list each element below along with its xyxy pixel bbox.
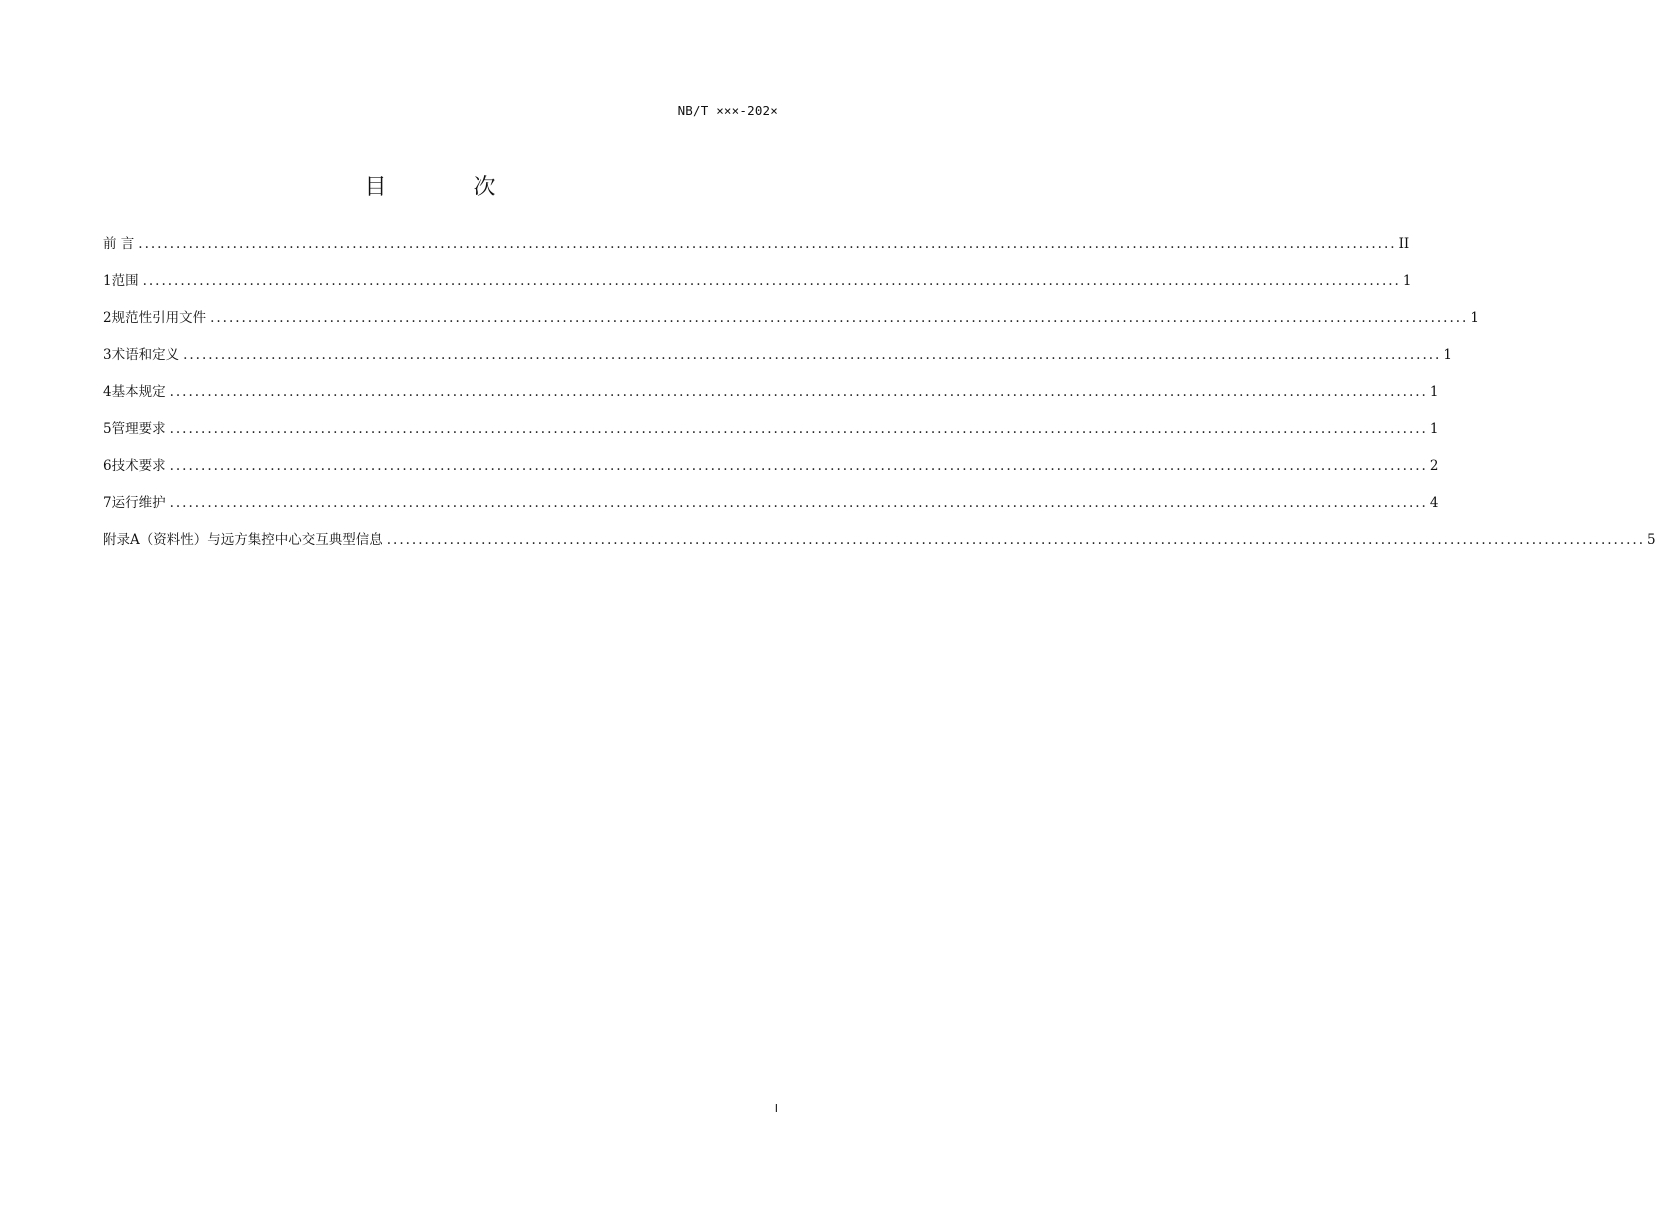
toc-dot-leader: ........................................................................................................................................................................................................ xyxy=(210,310,1469,326)
page-number: I xyxy=(774,1102,778,1115)
toc-entry-number: 2 xyxy=(103,310,112,326)
toc-entry-operation-maintenance[interactable] xyxy=(103,493,1439,530)
toc-dot-leader: ........................................................................................................................................................................................................ xyxy=(169,421,1428,437)
toc-entry-page: 5 xyxy=(1647,532,1656,548)
toc-entry-label: 技术要求 xyxy=(111,458,166,474)
toc-entry-number: 4 xyxy=(103,384,112,400)
toc-entry-label: 基本规定 xyxy=(111,384,166,400)
toc-dot-leader: ........................................................................................................................................................................................................ xyxy=(142,273,1401,289)
toc-dot-leader: ........................................................................................................................................................................................................ xyxy=(138,236,1397,252)
toc-entry-number: 1 xyxy=(103,273,112,289)
toc-entry-basic-provisions[interactable] xyxy=(103,382,1439,419)
toc-entry-page: 1 xyxy=(1429,421,1439,437)
toc-entry-number: 5 xyxy=(103,421,112,437)
toc-entry-label: 规范性引用文件 xyxy=(111,310,207,326)
toc-dot-leader: ........................................................................................................................................................................................................ xyxy=(386,532,1646,548)
toc-entry-technical-requirements[interactable] xyxy=(103,456,1439,493)
toc-dot-leader: ........................................................................................................................................................................................................ xyxy=(183,347,1442,363)
toc-entry-page: 2 xyxy=(1429,458,1439,474)
toc-entry-management-requirements[interactable] xyxy=(103,419,1439,456)
toc-entry-label: 前 言 xyxy=(103,236,135,252)
toc-entry-number: 3 xyxy=(103,347,112,363)
toc-entry-page: II xyxy=(1398,236,1410,252)
toc-dot-leader: ........................................................................................................................................................................................................ xyxy=(169,495,1428,511)
toc-entry-number: 7 xyxy=(103,495,112,511)
toc-entry-page: 4 xyxy=(1429,495,1439,511)
toc-dot-leader: ........................................................................................................................................................................................................ xyxy=(169,458,1428,474)
toc-entry-appendix-a[interactable] xyxy=(103,530,1656,567)
toc-entry-label: 运行维护 xyxy=(111,495,166,511)
toc-entry-scope[interactable] xyxy=(103,271,1412,308)
toc-entry-page: 1 xyxy=(1443,347,1452,363)
toc-entry-page: 1 xyxy=(1470,310,1479,326)
toc-entry-terms-definitions[interactable] xyxy=(103,345,1452,382)
toc-entry-label: 术语和定义 xyxy=(111,347,180,363)
toc-entry-number: 6 xyxy=(103,458,112,474)
toc-entry-foreword[interactable] xyxy=(103,234,1410,271)
page-title: 目 次 xyxy=(364,175,536,200)
toc-entry-label: 范围 xyxy=(111,273,139,289)
toc-entry-page: 1 xyxy=(1429,384,1439,400)
document-code: NB/T ×××-202× xyxy=(677,103,778,118)
toc-dot-leader: ........................................................................................................................................................................................................ xyxy=(169,384,1428,400)
toc-entry-page: 1 xyxy=(1402,273,1412,289)
toc-entry-normative-references[interactable] xyxy=(103,308,1479,345)
table-of-contents xyxy=(103,234,1656,567)
toc-entry-label: 管理要求 xyxy=(111,421,166,437)
toc-entry-label: 附录A（资料性）与远方集控中心交互典型信息 xyxy=(103,532,383,548)
